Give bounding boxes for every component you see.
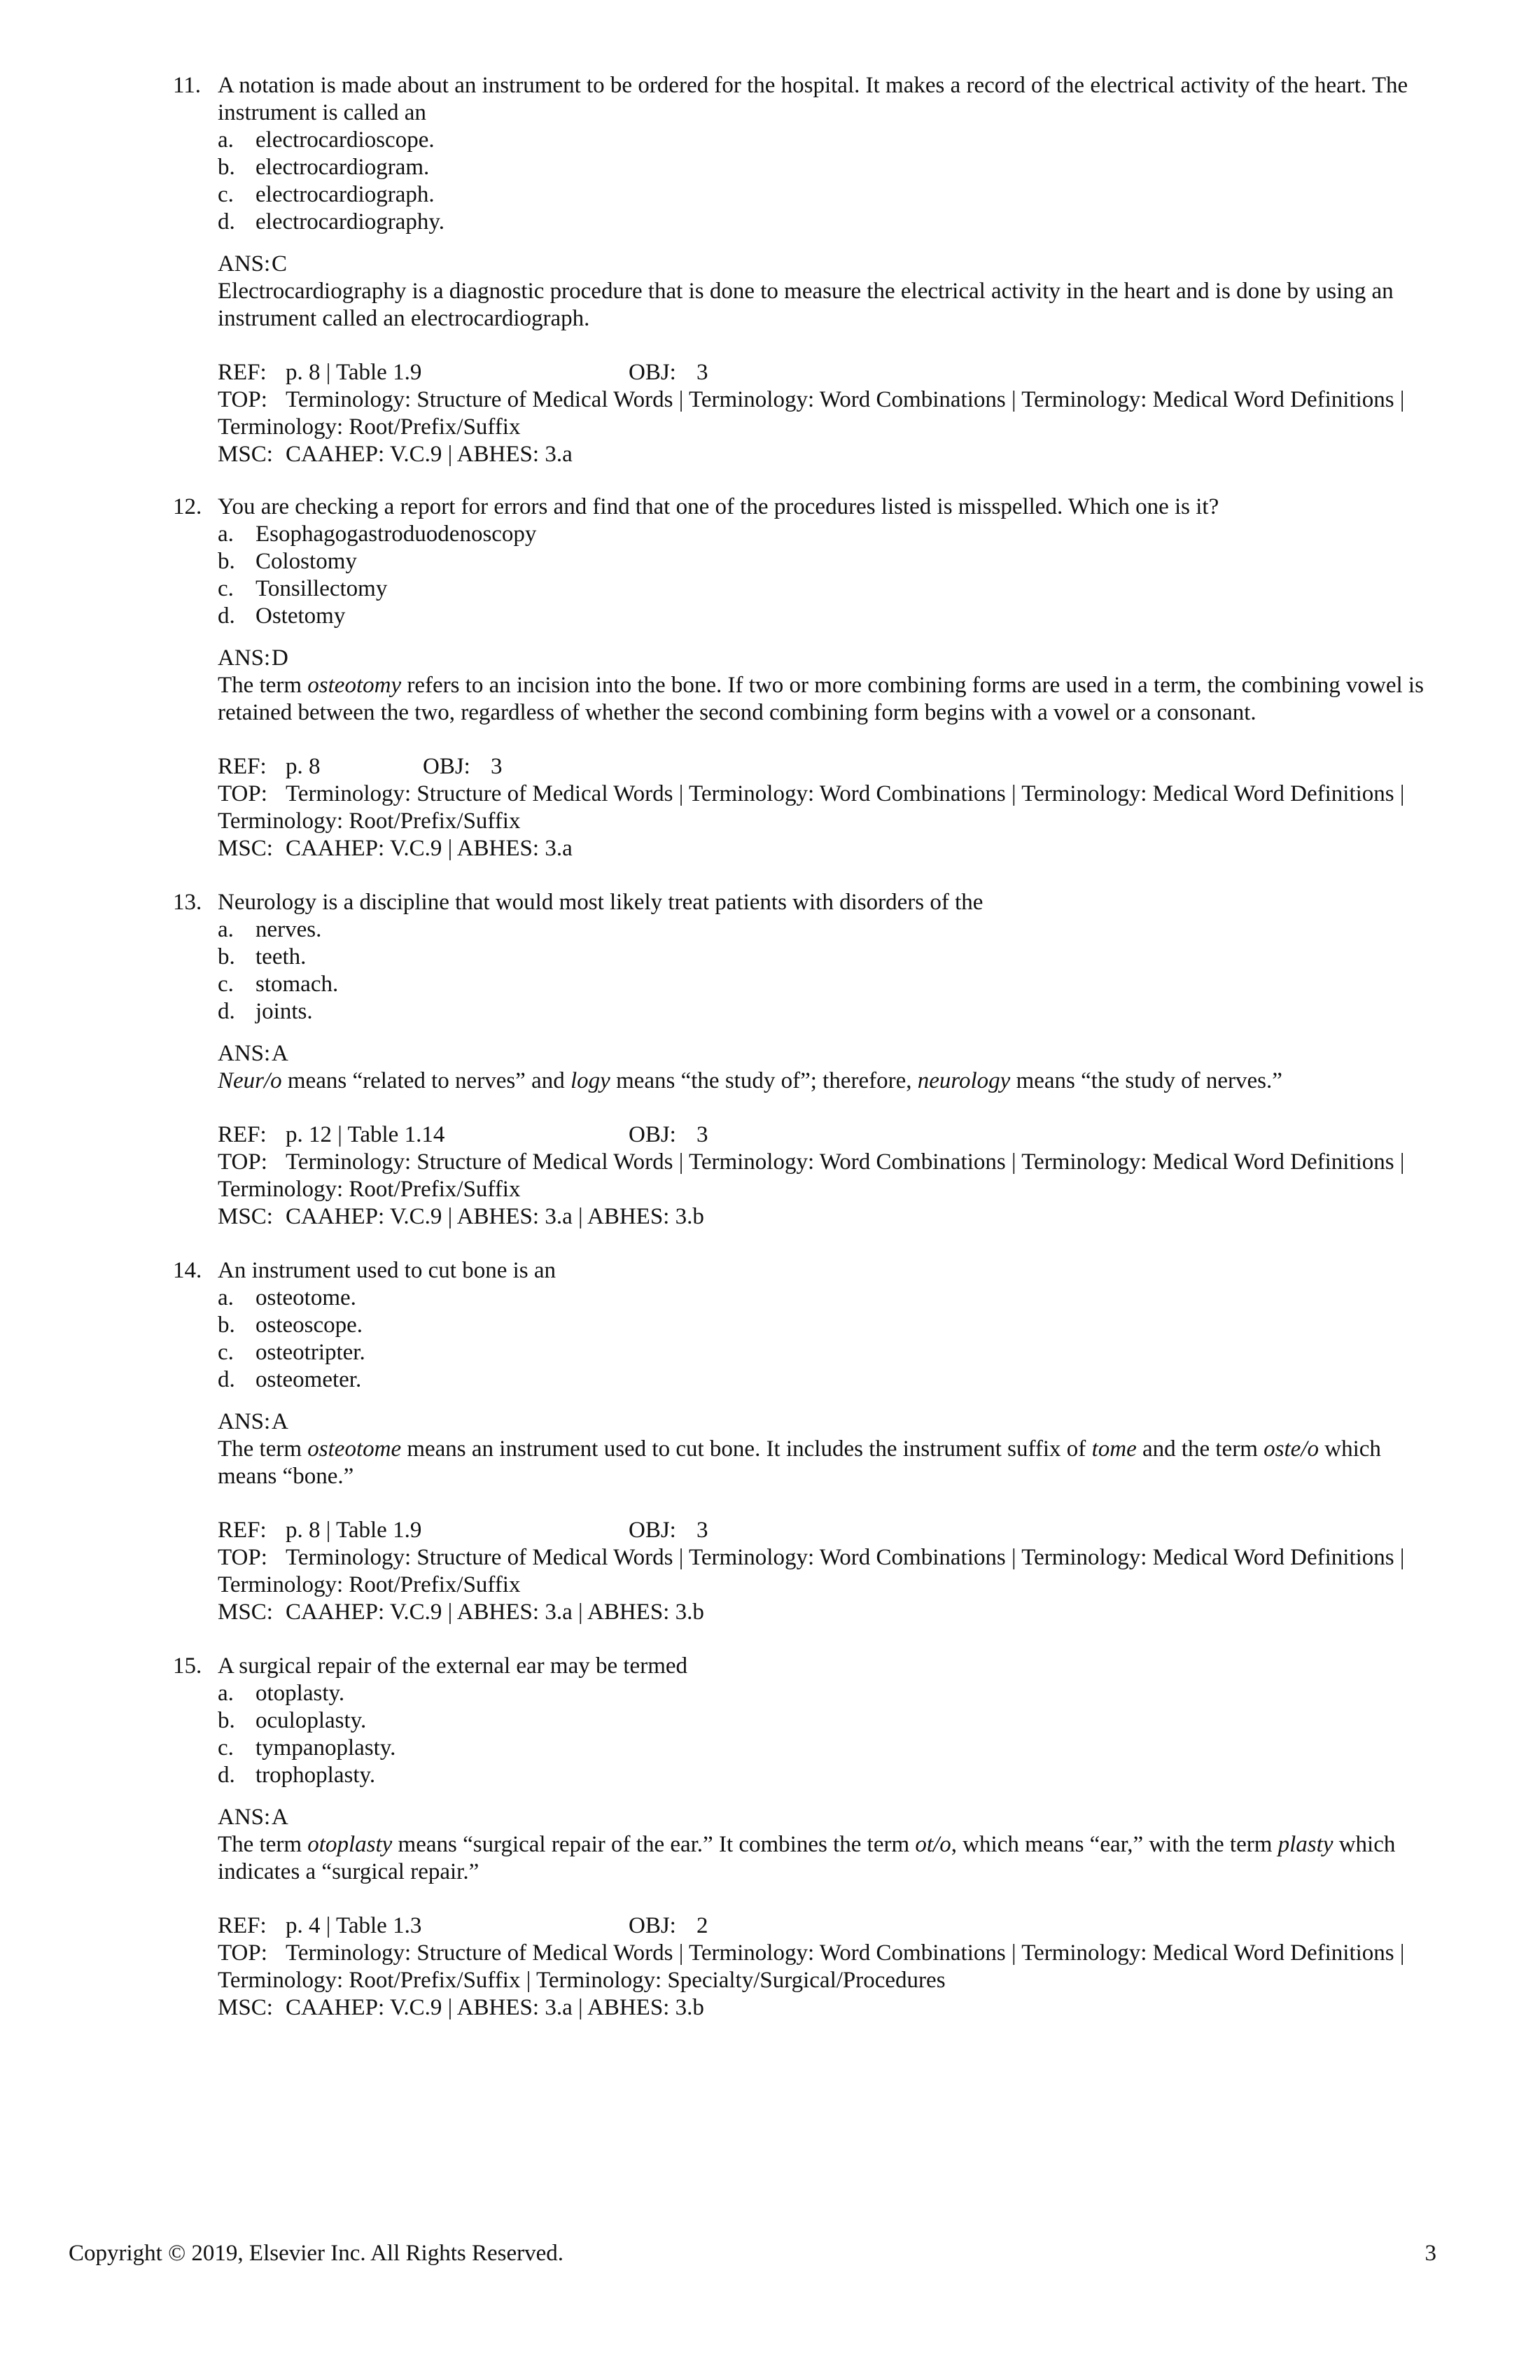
option-text: osteometer. xyxy=(255,1367,362,1392)
topic-value: Terminology: Structure of Medical Words | Terminology: Word Combinations | Terminology: Medical Word Definitions | Terminology: Root/Prefix/Suffix | Terminology: Specialty/Surgical/Procedures xyxy=(218,1940,1405,1993)
explanation-segment: Electrocardiography is a diagnostic procedure that is done to measure the electrical activity in the heart and is done by using an instrument called an electrocardiograph. xyxy=(218,279,1394,331)
option-letter: b. xyxy=(218,1708,235,1733)
explanation-segment: neurology xyxy=(917,1068,1011,1093)
option-letter: a. xyxy=(218,1681,234,1706)
option-text: electrocardiography. xyxy=(255,209,444,234)
answer-value: A xyxy=(272,1805,288,1830)
question-stem: A surgical repair of the external ear may be termed xyxy=(218,1653,688,1679)
answer-option xyxy=(218,1312,1433,1339)
explanation-segment: and the term xyxy=(1136,1436,1264,1462)
msc-value: CAAHEP: V.C.9 | ABHES: 3.a | ABHES: 3.b xyxy=(286,1995,704,2020)
answer-label: ANS: xyxy=(218,1409,271,1434)
option-letter: c. xyxy=(218,972,234,997)
option-letter: a. xyxy=(218,522,234,547)
answer-option xyxy=(218,209,1433,236)
option-text: tympanoplasty. xyxy=(255,1735,396,1760)
msc-value: CAAHEP: V.C.9 | ABHES: 3.a xyxy=(286,836,573,861)
answer-option xyxy=(218,154,1433,181)
answer-label: ANS: xyxy=(218,251,271,276)
answer-option xyxy=(218,1707,1433,1735)
obj-value: 3 xyxy=(696,1122,708,1147)
option-text: stomach. xyxy=(255,972,339,997)
explanation-segment: which indicates a “surgical repair.” xyxy=(218,1832,1396,1884)
explanation-segment: osteotome xyxy=(307,1436,402,1462)
answer-explanation xyxy=(218,278,1433,332)
explanation-segment: , which means “ear,” with the term xyxy=(951,1832,1278,1857)
answer-option xyxy=(218,998,1433,1026)
obj-value: 3 xyxy=(696,360,708,385)
obj-label: OBJ: xyxy=(423,754,470,779)
option-text: Esophagogastroduodenoscopy xyxy=(255,522,537,547)
option-letter: a. xyxy=(218,127,234,153)
option-text: Tonsillectomy xyxy=(255,576,388,601)
answer-explanation xyxy=(218,1436,1433,1490)
msc-line xyxy=(218,1994,1433,2022)
question-stem: Neurology is a discipline that would most likely treat patients with disorders of the xyxy=(218,890,983,915)
question-item xyxy=(173,889,1433,1231)
question-item xyxy=(173,1257,1433,1626)
option-text: teeth. xyxy=(255,944,307,969)
topic-label: TOP: xyxy=(218,1940,267,1966)
answer-option xyxy=(218,916,1433,944)
topic-line xyxy=(218,386,1433,441)
option-text: osteoscope. xyxy=(255,1312,363,1338)
question-item xyxy=(173,493,1433,862)
msc-line xyxy=(218,1599,1433,1626)
explanation-segment: means “the study of nerves.” xyxy=(1010,1068,1282,1093)
option-text: oculoplasty. xyxy=(255,1708,367,1733)
page-number: 3 xyxy=(1424,2241,1436,2266)
explanation-segment: plasty xyxy=(1278,1832,1334,1857)
explanation-segment: The term xyxy=(218,1832,308,1857)
ref-line xyxy=(218,1121,1433,1149)
msc-label: MSC: xyxy=(218,836,273,861)
question-item xyxy=(173,1653,1433,2022)
topic-label: TOP: xyxy=(218,781,267,806)
question-number: 13. xyxy=(173,890,202,915)
ref-label: REF: xyxy=(218,360,267,385)
explanation-segment: The term xyxy=(218,1436,308,1462)
ref-value: p. 8 | Table 1.9 xyxy=(286,360,422,385)
explanation-segment: otoplasty xyxy=(307,1832,393,1857)
option-text: electrocardiograph. xyxy=(255,182,435,207)
answer-option xyxy=(218,127,1433,154)
option-text: nerves. xyxy=(255,917,322,942)
answer-option xyxy=(218,548,1433,575)
answer-option xyxy=(218,1680,1433,1707)
msc-value: CAAHEP: V.C.9 | ABHES: 3.a xyxy=(286,442,573,467)
answer-option xyxy=(218,1735,1433,1762)
explanation-segment: means “the study of”; therefore, xyxy=(610,1068,918,1093)
ref-label: REF: xyxy=(218,1122,267,1147)
explanation-segment: which means “bone.” xyxy=(218,1436,1381,1489)
explanation-segment: osteotomy xyxy=(307,673,402,698)
question-stem: A notation is made about an instrument to be ordered for the hospital. It makes a record of the electrical activity of the heart. The instrument is called an xyxy=(218,73,1408,125)
answer-option xyxy=(218,1762,1433,1789)
obj-label: OBJ: xyxy=(629,1913,676,1938)
msc-label: MSC: xyxy=(218,1600,273,1625)
answer-value: A xyxy=(272,1409,288,1434)
copyright: Copyright © 2019, Elsevier Inc. All Rights Reserved. xyxy=(69,2241,564,2266)
obj-value: 2 xyxy=(696,1913,708,1938)
topic-value: Terminology: Structure of Medical Words | Terminology: Word Combinations | Terminology: Medical Word Definitions | Terminology: Root/Prefix/Suffix xyxy=(218,1149,1405,1202)
explanation-segment: Neur/o xyxy=(218,1068,282,1093)
msc-label: MSC: xyxy=(218,1204,273,1229)
answer-option xyxy=(218,944,1433,971)
option-letter: c. xyxy=(218,1340,234,1365)
topic-value: Terminology: Structure of Medical Words | Terminology: Word Combinations | Terminology: Medical Word Definitions | Terminology: Root/Prefix/Suffix xyxy=(218,1545,1405,1597)
msc-label: MSC: xyxy=(218,1995,273,2020)
explanation-segment: The term xyxy=(218,673,308,698)
answer-option xyxy=(218,181,1433,209)
answer-line xyxy=(218,1040,1433,1068)
explanation-segment: oste/o xyxy=(1264,1436,1319,1462)
option-letter: c. xyxy=(218,182,234,207)
explanation-segment: logy xyxy=(570,1068,610,1093)
explanation-segment: ot/o xyxy=(915,1832,951,1857)
option-text: electrocardiogram. xyxy=(255,155,430,180)
answer-option xyxy=(218,603,1433,630)
option-text: trophoplasty. xyxy=(255,1763,376,1788)
answer-option xyxy=(218,1339,1433,1366)
ref-label: REF: xyxy=(218,754,267,779)
answer-value: A xyxy=(272,1041,288,1066)
topic-line xyxy=(218,1940,1433,1994)
topic-line xyxy=(218,780,1433,835)
explanation-segment: means “related to nerves” and xyxy=(281,1068,570,1093)
obj-value: 3 xyxy=(696,1518,708,1543)
topic-label: TOP: xyxy=(218,387,267,412)
question-stem: An instrument used to cut bone is an xyxy=(218,1258,556,1283)
topic-value: Terminology: Structure of Medical Words | Terminology: Word Combinations | Terminology: Medical Word Definitions | Terminology: Root/Prefix/Suffix xyxy=(218,781,1405,834)
option-text: osteotome. xyxy=(255,1285,356,1310)
answer-label: ANS: xyxy=(218,1041,271,1066)
ref-line xyxy=(218,1912,1433,1940)
answer-option xyxy=(218,1366,1433,1394)
answer-option xyxy=(218,1284,1433,1312)
option-letter: b. xyxy=(218,1312,235,1338)
ref-line xyxy=(218,359,1433,386)
ref-line xyxy=(218,753,1433,780)
option-text: Colostomy xyxy=(255,549,357,574)
option-text: otoplasty. xyxy=(255,1681,345,1706)
explanation-segment: means “surgical repair of the ear.” It combines the term xyxy=(392,1832,916,1857)
option-letter: c. xyxy=(218,1735,234,1760)
ref-value: p. 12 | Table 1.14 xyxy=(286,1122,445,1147)
option-letter: d. xyxy=(218,603,235,629)
ref-value: p. 8 | Table 1.9 xyxy=(286,1518,422,1543)
topic-line xyxy=(218,1544,1433,1599)
answer-value: C xyxy=(272,251,288,276)
option-letter: d. xyxy=(218,1763,235,1788)
option-letter: a. xyxy=(218,917,234,942)
question-stem: You are checking a report for errors and find that one of the procedures listed is misspelled. Which one is it? xyxy=(218,494,1219,519)
page-footer xyxy=(69,2240,1436,2267)
answer-option xyxy=(218,521,1433,548)
answer-explanation xyxy=(218,672,1433,727)
topic-value: Terminology: Structure of Medical Words | Terminology: Word Combinations | Terminology: Medical Word Definitions | Terminology: Root/Prefix/Suffix xyxy=(218,387,1405,440)
msc-line xyxy=(218,441,1433,468)
option-letter: d. xyxy=(218,1367,235,1392)
topic-label: TOP: xyxy=(218,1149,267,1175)
question-number: 15. xyxy=(173,1653,202,1679)
ref-line xyxy=(218,1517,1433,1544)
answer-explanation xyxy=(218,1831,1433,1886)
topic-label: TOP: xyxy=(218,1545,267,1570)
option-letter: c. xyxy=(218,576,234,601)
explanation-segment: tome xyxy=(1091,1436,1137,1462)
ref-value: p. 4 | Table 1.3 xyxy=(286,1913,422,1938)
option-letter: d. xyxy=(218,209,235,234)
msc-value: CAAHEP: V.C.9 | ABHES: 3.a | ABHES: 3.b xyxy=(286,1600,704,1625)
option-letter: b. xyxy=(218,155,235,180)
option-text: osteotripter. xyxy=(255,1340,365,1365)
answer-value: D xyxy=(272,645,288,671)
answer-line xyxy=(218,1804,1433,1831)
msc-label: MSC: xyxy=(218,442,273,467)
ref-value: p. 8 xyxy=(286,754,321,779)
ref-label: REF: xyxy=(218,1518,267,1543)
topic-line xyxy=(218,1149,1433,1203)
question-number: 12. xyxy=(173,494,202,519)
answer-label: ANS: xyxy=(218,1805,271,1830)
explanation-segment: refers to an incision into the bone. If two or more combining forms are used in a term, the combining vowel is retained between the two, regardless of whether the second combining form begins with a vowel or a consonant. xyxy=(218,673,1424,725)
option-letter: b. xyxy=(218,944,235,969)
answer-option xyxy=(218,971,1433,998)
msc-line xyxy=(218,1203,1433,1231)
answer-line xyxy=(218,1408,1433,1436)
obj-label: OBJ: xyxy=(629,1122,676,1147)
option-text: joints. xyxy=(255,999,313,1024)
ref-label: REF: xyxy=(218,1913,267,1938)
answer-line xyxy=(218,645,1433,672)
answer-line xyxy=(218,251,1433,278)
option-text: electrocardioscope. xyxy=(255,127,435,153)
explanation-segment: means an instrument used to cut bone. It includes the instrument suffix of xyxy=(401,1436,1092,1462)
option-letter: b. xyxy=(218,549,235,574)
answer-label: ANS: xyxy=(218,645,271,671)
msc-value: CAAHEP: V.C.9 | ABHES: 3.a | ABHES: 3.b xyxy=(286,1204,704,1229)
question-number: 14. xyxy=(173,1258,202,1283)
option-text: Ostetomy xyxy=(255,603,346,629)
obj-label: OBJ: xyxy=(629,1518,676,1543)
obj-value: 3 xyxy=(491,754,503,779)
answer-explanation xyxy=(218,1068,1433,1095)
obj-label: OBJ: xyxy=(629,360,676,385)
msc-line xyxy=(218,835,1433,862)
answer-option xyxy=(218,575,1433,603)
question-item xyxy=(173,72,1433,468)
option-letter: d. xyxy=(218,999,235,1024)
question-number: 11. xyxy=(173,73,202,98)
option-letter: a. xyxy=(218,1285,234,1310)
